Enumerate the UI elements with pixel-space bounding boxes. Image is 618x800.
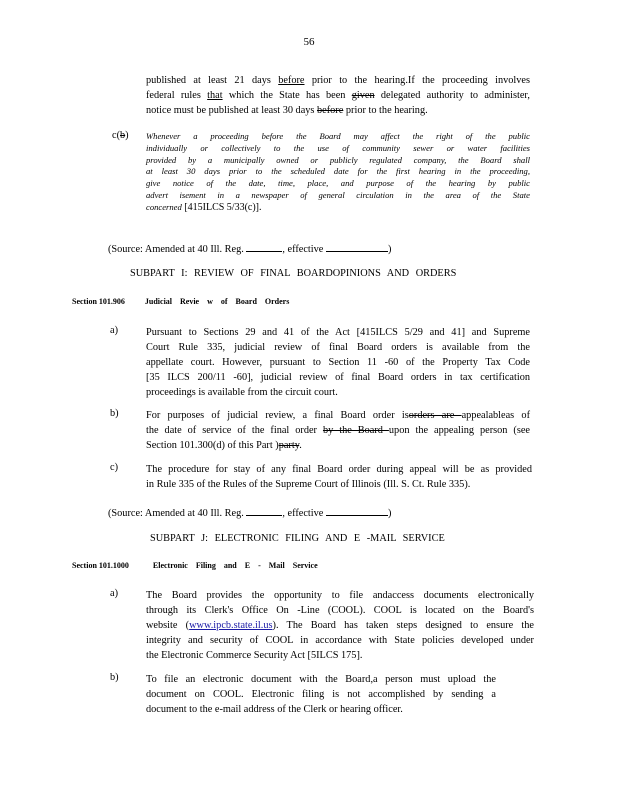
item-c2-label: c) bbox=[110, 462, 118, 473]
item-a-paragraph bbox=[146, 325, 530, 400]
item-a-line: Court Rule 335, judicial review of final Board orders is available from the bbox=[146, 342, 530, 353]
item-c-line: give notice of the date, time, place, and purpose of the hearing by public bbox=[146, 178, 530, 189]
intro-line-1: published at least 21 days before prior to the hearing.If the proceeding involves bbox=[146, 75, 530, 86]
item-c-label: c(b) bbox=[112, 130, 129, 141]
section-title: Judicial Revie w of Board Orders bbox=[144, 297, 290, 306]
item-a-line: appellate court. However, pursuant to Section 11 -60 of the Property Tax Code bbox=[146, 357, 530, 368]
item-b-paragraph bbox=[146, 408, 530, 453]
item-c2-paragraph bbox=[146, 462, 532, 492]
item-a-label: a) bbox=[110, 325, 118, 336]
item-c-last-line: concerned [415ILCS 5/33(c)]. bbox=[146, 201, 262, 213]
item-a-line: the Electronic Commerce Security Act [5ILCS 175]. bbox=[146, 650, 363, 661]
blank-line bbox=[246, 505, 282, 516]
item-a-line: proceedings is available from the circuit court. bbox=[146, 387, 338, 398]
item-b-line-3: Section 101.300(d) of this Part )party. bbox=[146, 440, 302, 451]
item-b-line-2: the date of service of the final order by the Board upon the appealing person (see bbox=[146, 425, 531, 436]
blank-line bbox=[246, 241, 282, 252]
section-heading bbox=[72, 561, 318, 570]
blank-line bbox=[326, 505, 388, 516]
item-c2-line: in Rule 335 of the Rules of the Supreme Court of Illinois (Ill. S. Ct. Rule 335). bbox=[146, 479, 471, 490]
subpart-heading: SUBPART J: ELECTRONIC FILING AND E -MAIL SERVICE bbox=[150, 533, 445, 544]
item-a-line: The Board provides the opportunity to file andaccess documents electronically bbox=[146, 590, 534, 601]
item-a-paragraph bbox=[146, 588, 534, 663]
intro-paragraph bbox=[146, 73, 530, 118]
item-c-line: Whenever a proceeding before the Board may affect the right of the public bbox=[146, 131, 530, 141]
source-note: (Source: Amended at 40 Ill. Reg. , effective ) bbox=[108, 241, 391, 255]
website-link[interactable]: www.ipcb.state.il.us bbox=[189, 620, 273, 631]
item-a-line: [35 ILCS 200/11 -60], judicial review of final Board orders in tax certification bbox=[146, 372, 530, 383]
section-title: Electronic Filing and E - Mail Service bbox=[152, 561, 318, 570]
item-a-line-3: website (www.ipcb.state.il.us). The Board has taken steps designed to ensure the bbox=[146, 620, 534, 631]
item-b-label: b) bbox=[110, 408, 119, 419]
item-b-line: document on COOL. Electronic filing is not accomplished by sending a bbox=[146, 689, 496, 700]
item-a-line: through its Clerk's Office On -Line (COOL). COOL is located on the Board's bbox=[146, 605, 534, 616]
item-c-line: provided by a municipally owned or publicly regulated company, the Board shall bbox=[146, 154, 530, 165]
item-c-line: at least 30 days prior to the scheduled date for the first hearing in the proceeding, bbox=[146, 166, 530, 177]
item-b-line: document to the e-mail address of the Clerk or hearing officer. bbox=[146, 704, 403, 715]
section-heading bbox=[72, 297, 289, 306]
item-b-label: b) bbox=[110, 672, 119, 683]
page-number: 56 bbox=[303, 36, 315, 48]
intro-line-2: federal rules that which the State has been given delegated authority to administer, bbox=[146, 90, 530, 101]
item-b-line: To file an electronic document with the Board,a person must upload the bbox=[146, 674, 496, 685]
item-b-line-1: For purposes of judicial review, a final Board order isorders are appealableas of bbox=[146, 410, 531, 421]
intro-line-3: notice must be published at least 30 days before prior to the hearing. bbox=[146, 105, 428, 116]
source-note: (Source: Amended at 40 Ill. Reg. , effective ) bbox=[108, 505, 391, 519]
item-c-line: advert isement in a newspaper of general circulation in the area of the State bbox=[146, 189, 530, 200]
item-a-line: Pursuant to Sections 29 and 41 of the Act [415ILCS 5/29 and 41] and Supreme bbox=[146, 327, 530, 338]
item-c-line: individually or collectively to the use of community sewer or water facilities bbox=[146, 142, 530, 153]
item-c-paragraph bbox=[146, 131, 530, 214]
item-c2-line: The procedure for stay of any final Board order during appeal will be as provided bbox=[146, 464, 532, 475]
section-number: Section 101.906 bbox=[72, 297, 125, 306]
item-b-paragraph bbox=[146, 672, 496, 717]
item-a-line: integrity and security of COOL in accordance with State policies developed under bbox=[146, 635, 534, 646]
blank-line bbox=[326, 241, 388, 252]
item-a-label: a) bbox=[110, 588, 118, 599]
subpart-heading: SUBPART I: REVIEW OF FINAL BOARDOPINIONS AND ORDERS bbox=[130, 268, 457, 279]
section-number: Section 101.1000 bbox=[72, 561, 129, 570]
